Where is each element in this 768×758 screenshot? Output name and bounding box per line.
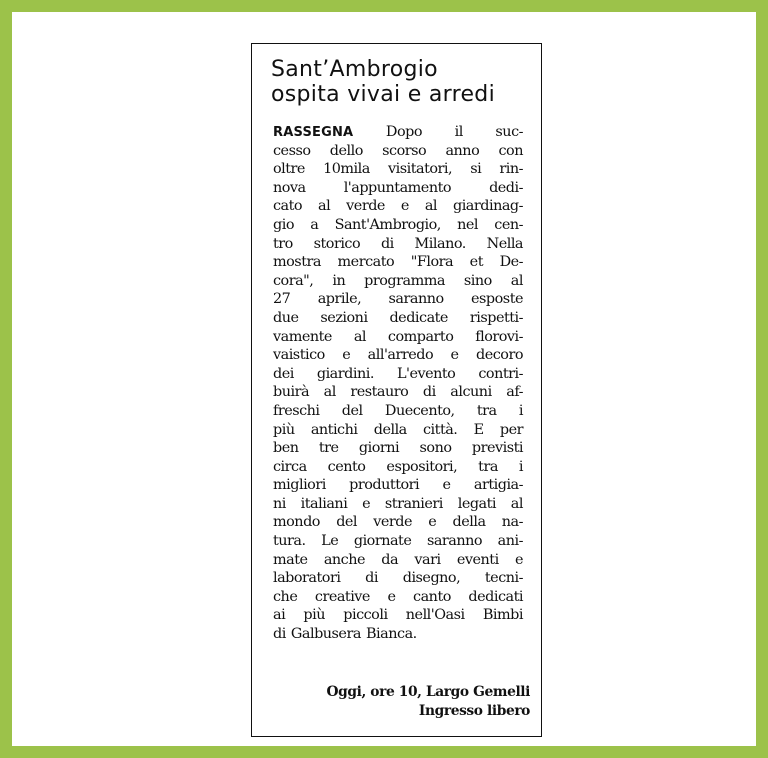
- event-admission: Ingresso libero: [418, 703, 530, 719]
- event-time-place: Oggi, ore 10, Largo Gemelli: [326, 684, 530, 700]
- article-body-line: laboratori di disegno, tecni-: [273, 570, 523, 587]
- article-body: [273, 123, 523, 644]
- article-body-line: migliori produttori e artigia-: [273, 477, 523, 494]
- article-body-line-text: Dopo il suc-: [385, 124, 523, 140]
- article-body-line: gio a Sant'Ambrogio, nel cen-: [273, 216, 523, 233]
- article-body-line: due sezioni dedicate rispetti-: [273, 309, 523, 326]
- article-body-line: più antichi della città. E per: [273, 421, 523, 438]
- article-body-line: ai più piccoli nell'Oasi Bimbi: [273, 607, 523, 624]
- article-body-line: di Galbusera Bianca.: [273, 626, 417, 643]
- article-body-line: buirà al restauro di alcuni af-: [273, 384, 523, 401]
- article-kicker: RASSEGNA: [273, 125, 354, 140]
- article-body-line: vaistico e all'arredo e decoro: [273, 347, 523, 364]
- article-body-line: oltre 10mila visitatori, si rin-: [273, 161, 523, 178]
- article-body-line: che creative e canto dedicati: [273, 588, 523, 605]
- article-body-line: circa cento espositori, tra i: [273, 458, 523, 475]
- article-body-line: mostra mercato "Flora et De-: [273, 254, 523, 271]
- article-body-line: mondo del verde e della na-: [273, 514, 523, 531]
- article-title-line: Sant’Ambrogio: [271, 57, 438, 82]
- newspaper-clipping: [251, 43, 542, 737]
- page-frame: [12, 12, 756, 746]
- article-body-line: nova l'appuntamento dedi-: [273, 179, 523, 196]
- article-body-line: tro storico di Milano. Nella: [273, 235, 523, 252]
- article-body-line: 27 aprile, saranno esposte: [273, 291, 523, 308]
- article-body-line: freschi del Duecento, tra i: [273, 402, 523, 419]
- article-body-line: ni italiani e stranieri legati al: [273, 495, 523, 512]
- article-footer: [273, 683, 530, 721]
- article-title-line: ospita vivai e arredi: [271, 82, 495, 107]
- article-body-line: tura. Le giornate saranno ani-: [273, 533, 523, 550]
- article-body-line: cato al verde e al giardinag-: [273, 198, 523, 215]
- article-body-line: ben tre giorni sono previsti: [273, 440, 523, 457]
- article-body-line: dei giardini. L'evento contri-: [273, 365, 523, 382]
- article-body-line: vamente al comparto florovi-: [273, 328, 523, 345]
- article-body-line: cora", in programma sino al: [273, 272, 523, 289]
- article-body-line: [273, 123, 523, 142]
- article-title: [271, 57, 533, 107]
- article-body-line: cesso dello scorso anno con: [273, 142, 523, 159]
- article-body-line: mate anche da vari eventi e: [273, 551, 523, 568]
